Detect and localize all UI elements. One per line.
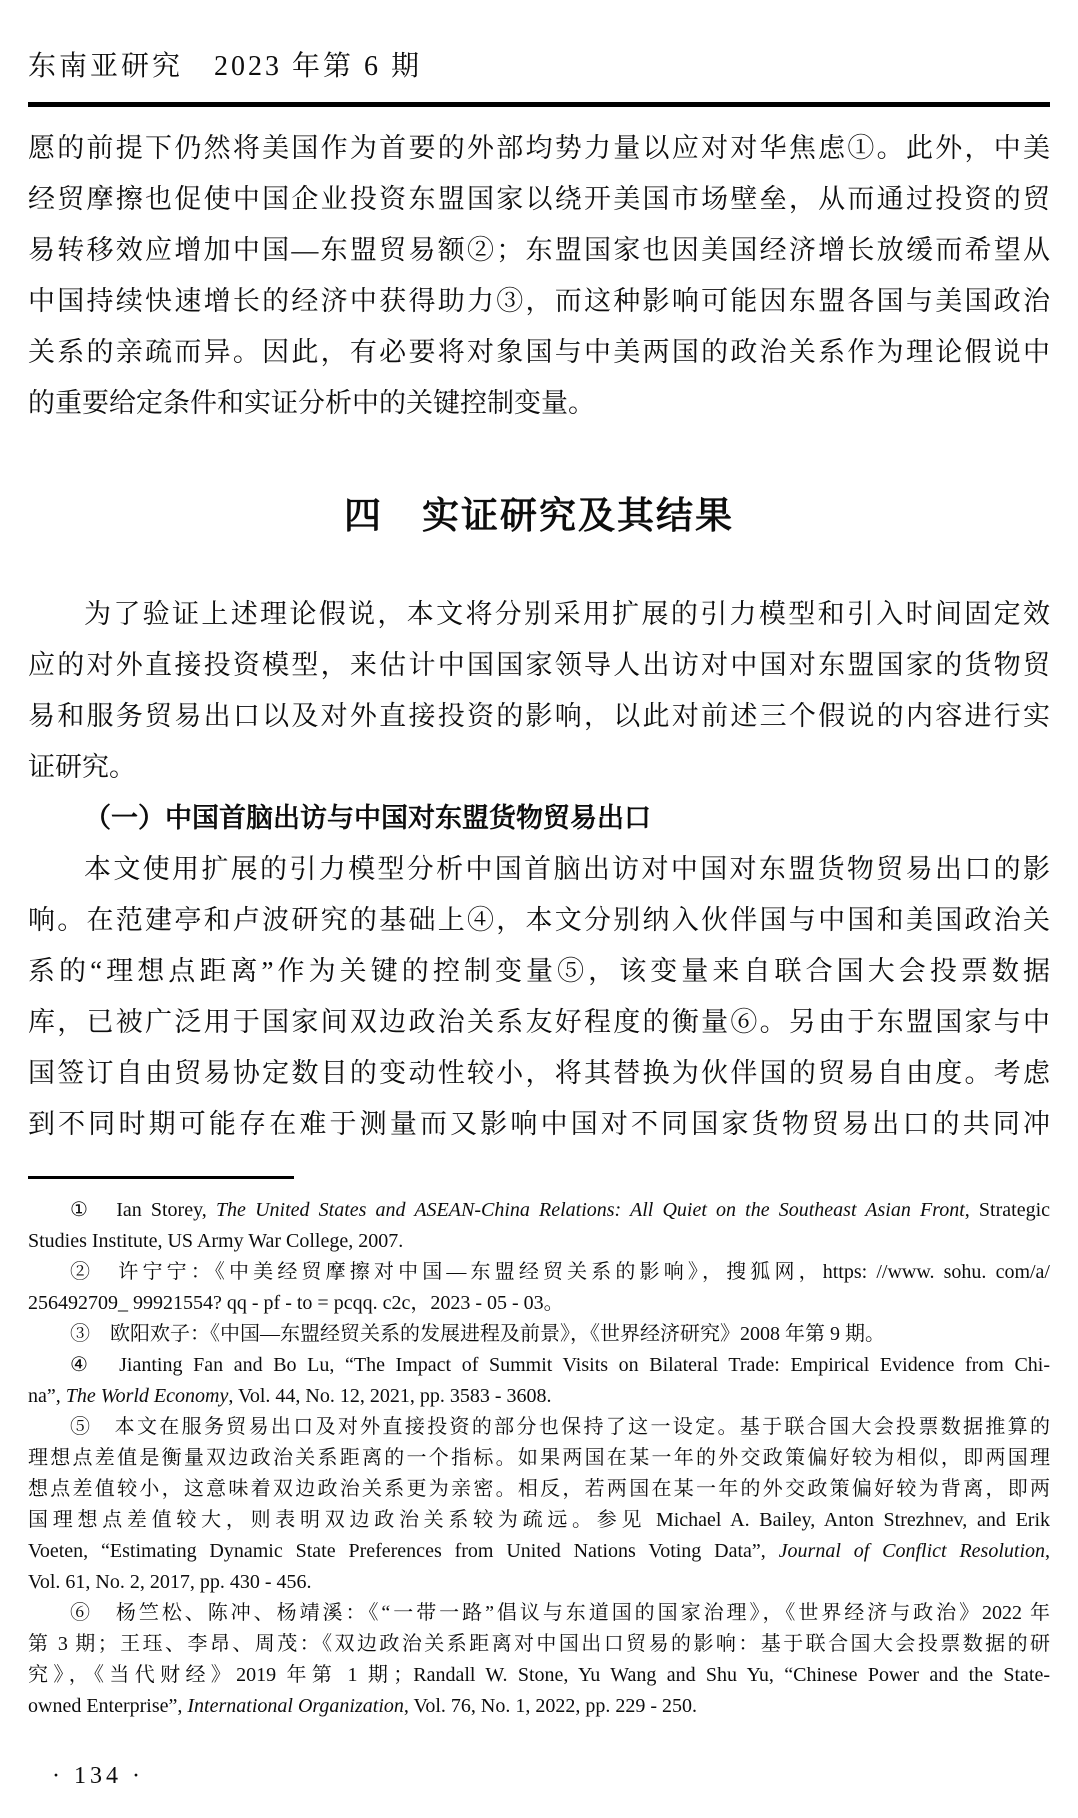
footnote-separator-rule	[28, 1176, 294, 1179]
body-text-line: 响。在范建亭和卢波研究的基础上④，本文分别纳入伙伴国与中国和美国政治关	[28, 905, 1050, 935]
footnote-journal-title: The World Economy	[65, 1385, 229, 1407]
footnote-line: ⑤ 本文在服务贸易出口及对外直接投资的部分也保持了这一设定。基于联合国大会投票数据推算的	[70, 1416, 1050, 1438]
body-text-line: 应的对外直接投资模型，来估计中国国家领导人出访对中国对东盟国家的货物贸	[28, 650, 1050, 680]
footnote-line: ⑥ 杨竺松、陈冲、杨靖溪：《“一带一路”倡议与东道国的国家治理》，《世界经济与政治》2022 年	[70, 1602, 1050, 1624]
footnote-text: Voeten, “Estimating Dynamic State Preferences from United Nations Voting Data”,	[28, 1540, 779, 1562]
footnote-4	[28, 1350, 1050, 1412]
paragraph-empirical-intro	[28, 589, 1050, 793]
paragraph-continuation	[28, 123, 1050, 429]
footnote-text: owned Enterprise”,	[28, 1695, 188, 1717]
footnote-2	[28, 1257, 1050, 1319]
body-text-line: 国签订自由贸易协定数目的变动性较小，将其替换为伙伴国的贸易自由度。考虑	[28, 1058, 1050, 1088]
header-rule	[28, 102, 1050, 107]
footnote-text: ,	[1045, 1540, 1050, 1562]
footnote-text: , Vol. 44, No. 12, 2021, pp. 3583 - 3608.	[228, 1385, 552, 1407]
subsection-heading: （一）中国首脑出访与中国对东盟货物贸易出口	[84, 803, 651, 833]
footnote-line: ④ Jianting Fan and Bo Lu, “The Impact of Summit Visits on Bilateral Trade: Empirical Evidence from Chi-	[70, 1354, 1050, 1376]
body-text-line: 证研究。	[28, 752, 136, 782]
paragraph-gravity-model	[28, 844, 1050, 1150]
footnote-journal-title: International Organization	[187, 1695, 404, 1717]
footnote-text: ① Ian Storey,	[70, 1199, 216, 1221]
footnote-line: 想点差值较小，这意味着双边政治关系更为亲密。相反，若两国在某一年的外交政策偏好较为背离，即两	[28, 1478, 1050, 1500]
body-text-line: 到不同时期可能存在难于测量而又影响中国对不同国家货物贸易出口的共同冲	[28, 1109, 1050, 1139]
footnotes-block	[28, 1195, 1050, 1722]
footnote-line: 国理想点差值较大，则表明双边政治关系较为疏远。参见 Michael A. Bailey, Anton Strezhnev, and Erik	[28, 1509, 1050, 1531]
footnote-line	[28, 1536, 1050, 1567]
body-text-line: 易转移效应增加中国—东盟贸易额②；东盟国家也因美国经济增长放缓而希望从	[28, 235, 1050, 265]
body-text-line: 本文使用扩展的引力模型分析中国首脑出访对中国对东盟货物贸易出口的影	[84, 854, 1050, 884]
footnote-text: , Strategic	[964, 1199, 1051, 1221]
body-text-line: 的重要给定条件和实证分析中的关键控制变量。	[28, 388, 595, 418]
footnote-line: 第 3 期；王珏、李昂、周茂：《双边政治关系距离对中国出口贸易的影响：基于联合国大会投票数据的研	[28, 1633, 1050, 1655]
footnote-line	[28, 1381, 1050, 1412]
body-text-line: 系的“理想点距离”作为关键的控制变量⑤，该变量来自联合国大会投票数据	[28, 956, 1050, 986]
footnote-line: Studies Institute, US Army War College, 2007.	[28, 1230, 404, 1252]
footnote-journal-title: Journal of Conflict Resolution	[778, 1540, 1045, 1562]
footnote-text: , Vol. 76, No. 1, 2022, pp. 229 - 250.	[403, 1695, 698, 1717]
body-text-line: 中国持续快速增长的经济中获得助力③，而这种影响可能因东盟各国与美国政治	[28, 286, 1050, 316]
footnote-3	[28, 1319, 1050, 1350]
footnote-line: 究》，《当代财经》2019 年第 1 期；Randall W. Stone, Yu Wang and Shu Yu, “Chinese Power and the State-	[28, 1664, 1050, 1686]
footnote-line: Vol. 61, No. 2, 2017, pp. 430 - 456.	[28, 1571, 312, 1593]
footnote-book-title: The United States and ASEAN-China Relations: All Quiet on the Southeast Asian Front	[215, 1199, 965, 1221]
footnote-6	[28, 1598, 1050, 1722]
page-number: · 134 ·	[52, 1763, 144, 1789]
body-text-line: 经贸摩擦也促使中国企业投资东盟国家以绕开美国市场壁垒，从而通过投资的贸	[28, 184, 1050, 214]
footnote-line	[28, 1691, 1050, 1722]
section-heading: 四 实证研究及其结果	[344, 496, 734, 537]
footnote-line	[28, 1195, 1050, 1226]
footnote-5	[28, 1412, 1050, 1598]
body-text-line: 为了验证上述理论假说，本文将分别采用扩展的引力模型和引入时间固定效	[84, 599, 1050, 629]
footnote-1	[28, 1195, 1050, 1257]
footnote-line: 理想点差值是衡量双边政治关系距离的一个指标。如果两国在某一年的外交政策偏好较为相似，即两国理	[28, 1447, 1050, 1469]
footnote-text: na”,	[28, 1385, 66, 1407]
footnote-line: 256492709_ 99921554? qq - pf - to = pcqq. c2c，2023 - 05 - 03。	[28, 1292, 564, 1314]
body-text-line: 关系的亲疏而异。因此，有必要将对象国与中美两国的政治关系作为理论假说中	[28, 337, 1050, 367]
body-text-line: 愿的前提下仍然将美国作为首要的外部均势力量以应对对华焦虑①。此外，中美	[28, 133, 1050, 163]
footnote-line: ② 许宁宁：《中美经贸摩擦对中国—东盟经贸关系的影响》，搜狐网，https: //www. sohu. com/a/	[70, 1261, 1050, 1283]
journal-header: 东南亚研究 2023 年第 6 期	[28, 51, 423, 82]
body-text-line: 库，已被广泛用于国家间双边政治关系友好程度的衡量⑥。另由于东盟国家与中	[28, 1007, 1050, 1037]
footnote-line: ③ 欧阳欢子：《中国—东盟经贸关系的发展进程及前景》，《世界经济研究》2008 年第 9 期。	[70, 1323, 885, 1345]
body-text-line: 易和服务贸易出口以及对外直接投资的影响，以此对前述三个假说的内容进行实	[28, 701, 1050, 731]
